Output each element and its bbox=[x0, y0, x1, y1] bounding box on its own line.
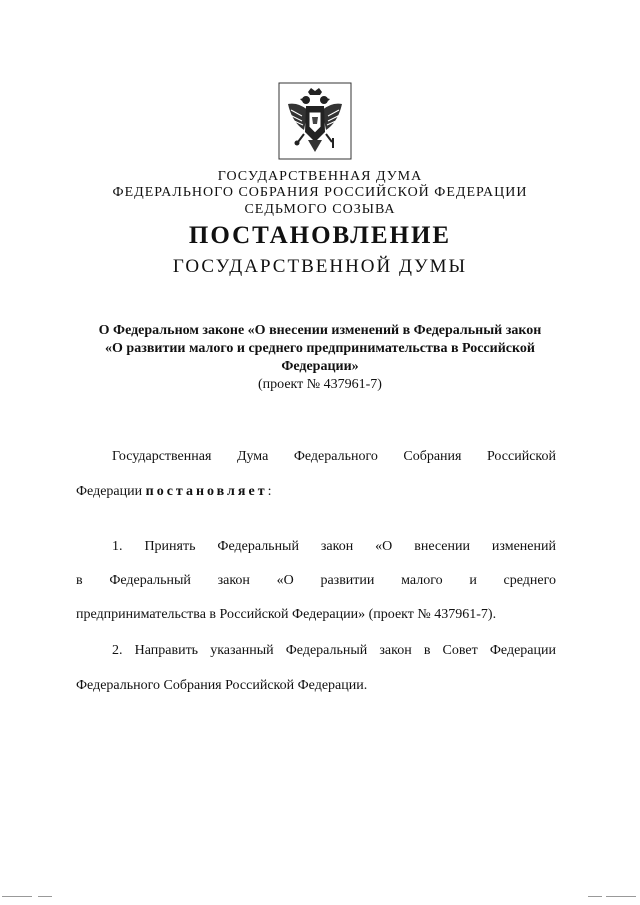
footer-mark bbox=[38, 896, 52, 897]
header-line-3: СЕДЬМОГО СОЗЫВА bbox=[244, 202, 396, 217]
item-2-line-2: Федерального Собрания Российской Федерации. bbox=[76, 678, 368, 693]
preamble-text: Федерации bbox=[76, 484, 146, 499]
document-subtitle: ГОСУДАРСТВЕННОЙ ДУМЫ bbox=[172, 256, 468, 277]
item-1-line-3: предпринимательства в Российской Федерации» (проект № 437961-7). bbox=[76, 607, 497, 622]
preamble-line-1: Государственная Дума Федерального Собрания Российской bbox=[112, 449, 556, 464]
coat-of-arms-emblem-icon bbox=[278, 82, 352, 160]
law-title-line-2: «О развитии малого и среднего предпринимательства в Российской bbox=[105, 341, 535, 356]
item-1-line-2: в Федеральный закон «О развитии малого и среднего bbox=[76, 573, 556, 588]
header-line-1: ГОСУДАРСТВЕННАЯ ДУМА bbox=[217, 169, 423, 184]
law-project-number: (проект № 437961-7) bbox=[258, 377, 382, 392]
footer-mark bbox=[588, 896, 602, 897]
resolves-word: постановляет bbox=[145, 484, 268, 499]
law-title bbox=[60, 322, 580, 376]
law-title-line-3: Федерации» bbox=[281, 359, 359, 374]
document-title: ПОСТАНОВЛЕНИЕ bbox=[188, 222, 452, 249]
footer-mark bbox=[2, 896, 32, 897]
footer-mark bbox=[606, 896, 636, 897]
law-title-line-1: О Федеральном законе «О внесении изменений в Федеральный закон bbox=[98, 323, 542, 338]
item-2-line-1: 2. Направить указанный Федеральный закон в Совет Федерации bbox=[112, 643, 556, 658]
page-footer-marks bbox=[0, 896, 640, 900]
header-line-2: ФЕДЕРАЛЬНОГО СОБРАНИЯ РОССИЙСКОЙ ФЕДЕРАЦИИ bbox=[112, 185, 528, 200]
preamble-line-2 bbox=[76, 483, 556, 501]
preamble-colon: : bbox=[267, 484, 272, 499]
item-1-line-1: 1. Принять Федеральный закон «О внесении изменений bbox=[112, 539, 556, 554]
